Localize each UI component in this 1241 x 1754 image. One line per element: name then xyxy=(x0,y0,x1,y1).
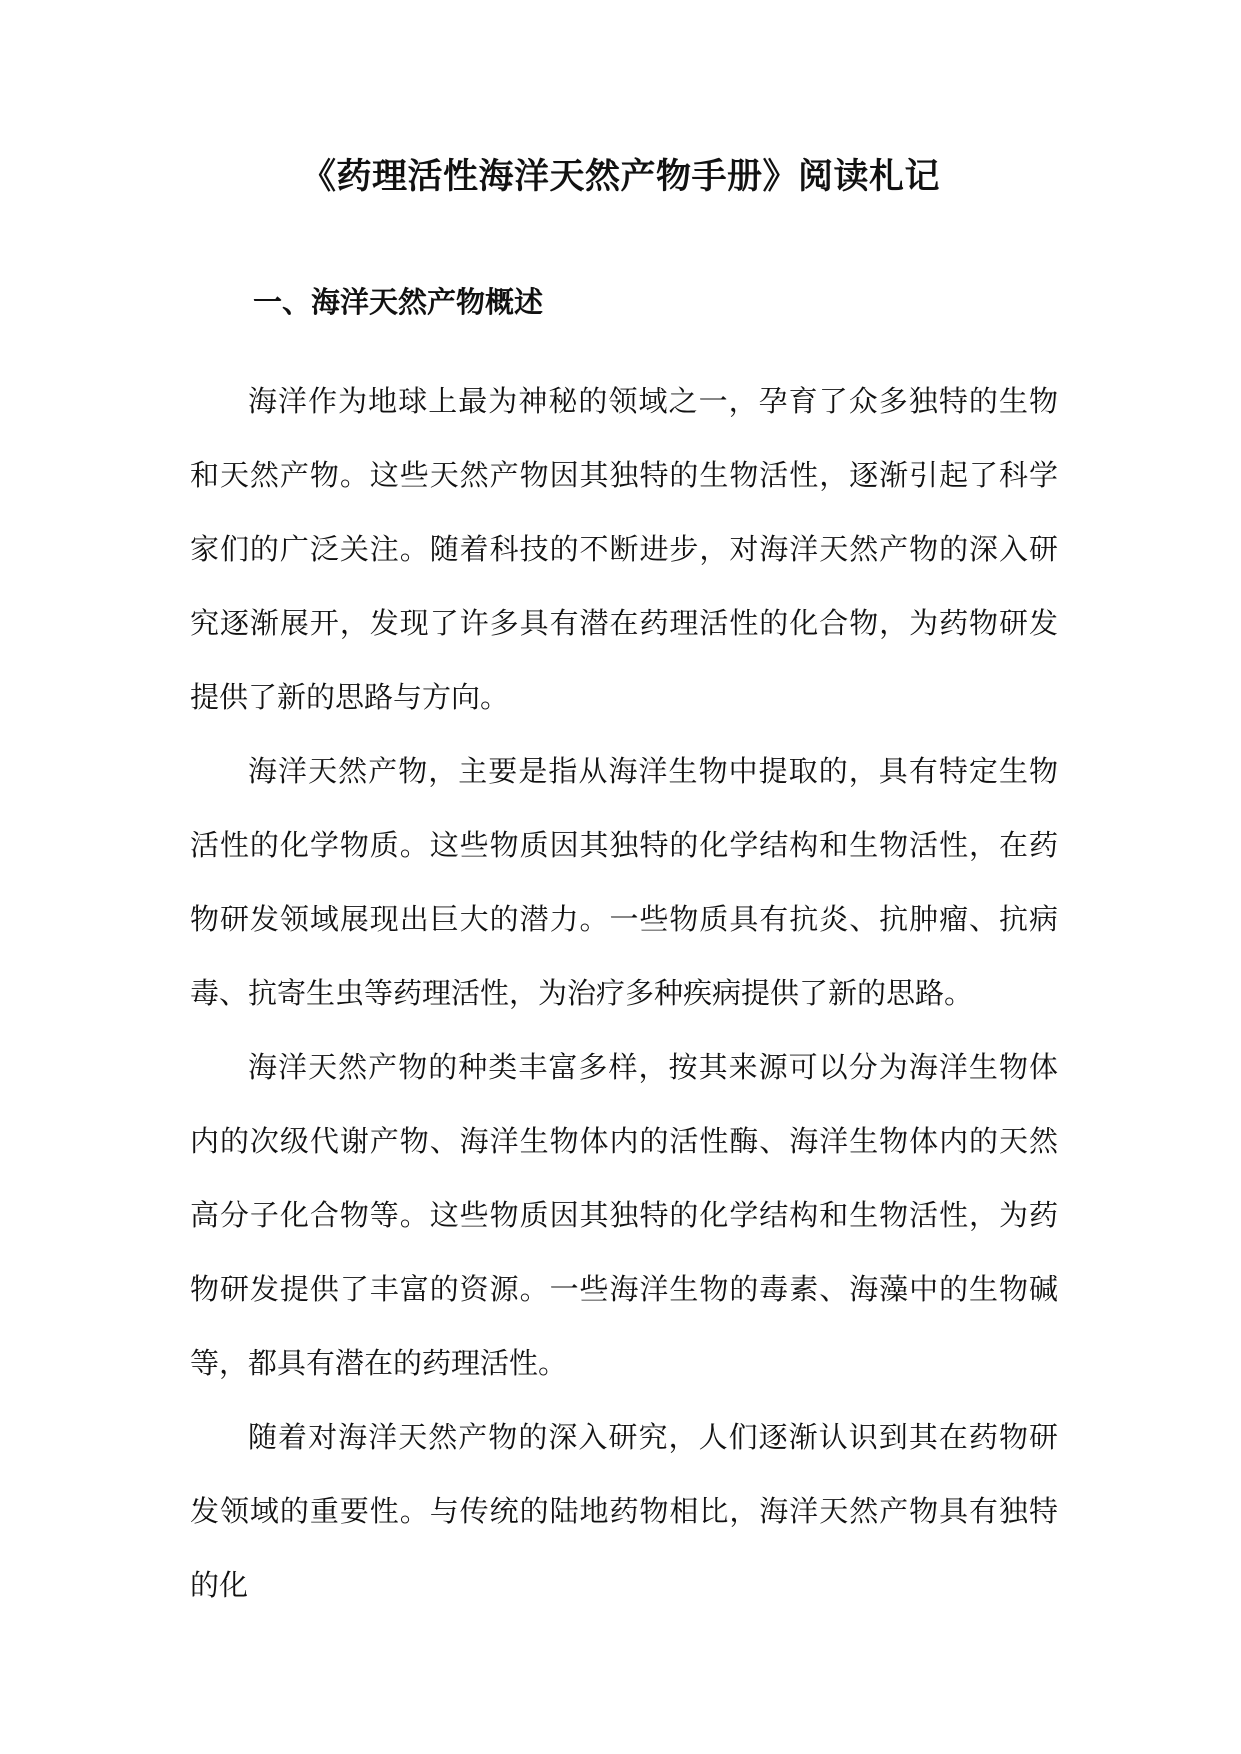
document-title: 《药理活性海洋天然产物手册》阅读札记 xyxy=(300,156,940,197)
paragraph-3: 海洋天然产物的种类丰富多样，按其来源可以分为海洋生物体内的次级代谢产物、海洋生物体内的活性酶、海洋生物体内的天然高分子化合物等。这些物质因其独特的化学结构和生物活性，为药物研发提供了丰富的资源。一些海洋生物的毒素、海藻中的生物碱等，都具有潜在的药理活性。 xyxy=(190,1050,1058,1380)
section-body xyxy=(190,364,1058,1622)
section-heading: 一、海洋天然产物概述 xyxy=(253,285,544,319)
paragraph-4: 随着对海洋天然产物的深入研究，人们逐渐认识到其在药物研发领域的重要性。与传统的陆地药物相比，海洋天然产物具有独特的化 xyxy=(190,1420,1058,1602)
paragraph-2: 海洋天然产物，主要是指从海洋生物中提取的，具有特定生物活性的化学物质。这些物质因其独特的化学结构和生物活性，在药物研发领域展现出巨大的潜力。一些物质具有抗炎、抗肿瘤、抗病毒、抗寄生虫等药理活性，为治疗多种疾病提供了新的思路。 xyxy=(190,754,1058,1010)
paragraph-1: 海洋作为地球上最为神秘的领域之一，孕育了众多独特的生物和天然产物。这些天然产物因其独特的生物活性，逐渐引起了科学家们的广泛关注。随着科技的不断进步，对海洋天然产物的深入研究逐渐展开，发现了许多具有潜在药理活性的化合物，为药物研发提供了新的思路与方向。 xyxy=(190,384,1058,714)
